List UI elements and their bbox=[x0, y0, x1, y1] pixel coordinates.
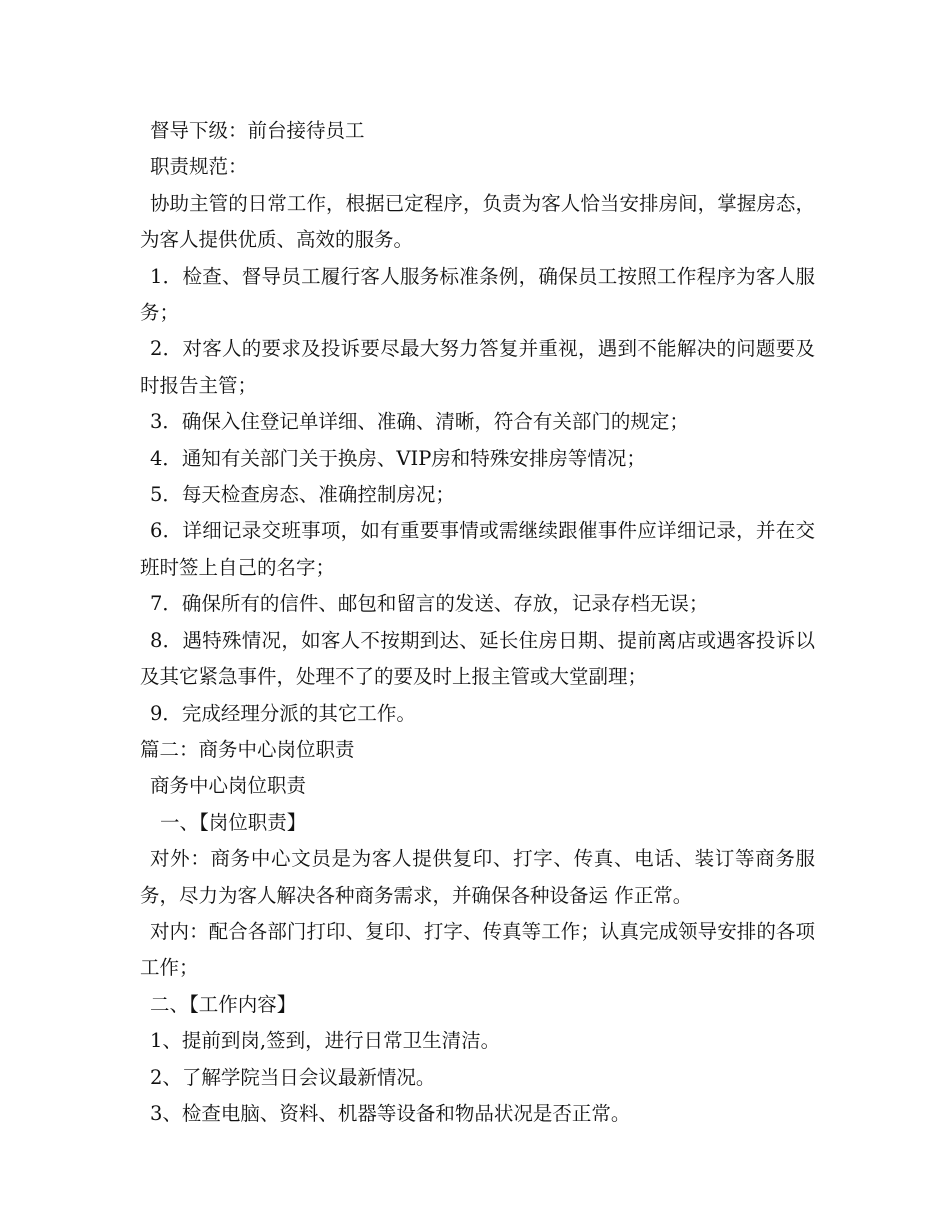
work-item-3: 3、检查电脑、资料、机器等设备和物品状况是否正常。 bbox=[150, 1101, 631, 1125]
work-item-1: 1、提前到岗,签到，进行日常卫生清洁。 bbox=[150, 1029, 501, 1053]
list-item-2: 2．对客人的要求及投诉要尽最大努力答复并重视，遇到不能解决的问题要及时报告主管； bbox=[140, 337, 815, 397]
paragraph-internal-duties: 对内：配合各部门打印、复印、打字、传真等工作；认真完成领导安排的各项工作； bbox=[140, 919, 815, 980]
list-item-5: 5．每天检查房态、准确控制房况； bbox=[150, 483, 455, 507]
paragraph-external-duties: 对外：商务中心文员是为客人提供复印、打字、传真、电话、装订等商务服务，尽力为客人解决各种商务需求，并确保各种设备运 作正常。 bbox=[140, 847, 815, 907]
section-heading-part-two: 篇二：商务中心岗位职责 bbox=[140, 737, 355, 761]
subheading-work-content: 二、【工作内容】 bbox=[150, 992, 297, 1016]
paragraph-duty-heading: 职责规范： bbox=[150, 155, 248, 179]
list-item-4: 4．通知有关部门关于换房、VIP房和特殊安排房等情况； bbox=[150, 446, 646, 470]
work-item-2: 2、了解学院当日会议最新情况。 bbox=[150, 1065, 436, 1089]
list-item-1: 1．检查、督导员工履行客人服务标准条例，确保员工按照工作程序为客人服务； bbox=[140, 264, 815, 325]
document-body bbox=[140, 113, 815, 1132]
paragraph-supervise-subordinates: 督导下级：前台接待员工 bbox=[150, 119, 365, 142]
list-item-8: 8．遇特殊情况，如客人不按期到达、延长住房日期、提前离店或遇客投诉以及其它紧急事件，处理不了的要及时上报主管或大堂副理； bbox=[140, 628, 815, 689]
list-item-6: 6．详细记录交班事项，如有重要事情或需继续跟催事件应详细记录，并在交班时签上自己的名字； bbox=[140, 519, 815, 579]
paragraph-duty-intro: 协助主管的日常工作，根据已定程序，负责为客人恰当安排房间，掌握房态，为客人提供优质、高效的服务。 bbox=[140, 191, 815, 252]
list-item-7: 7．确保所有的信件、邮包和留言的发送、存放，记录存档无误； bbox=[150, 592, 709, 616]
list-item-9: 9．完成经理分派的其它工作。 bbox=[150, 701, 416, 725]
list-item-3: 3．确保入住登记单详细、准确、清晰，符合有关部门的规定； bbox=[150, 410, 689, 434]
section-title-business-center: 商务中心岗位职责 bbox=[150, 774, 307, 798]
subheading-job-duties: 一、【岗位职责】 bbox=[160, 810, 307, 834]
